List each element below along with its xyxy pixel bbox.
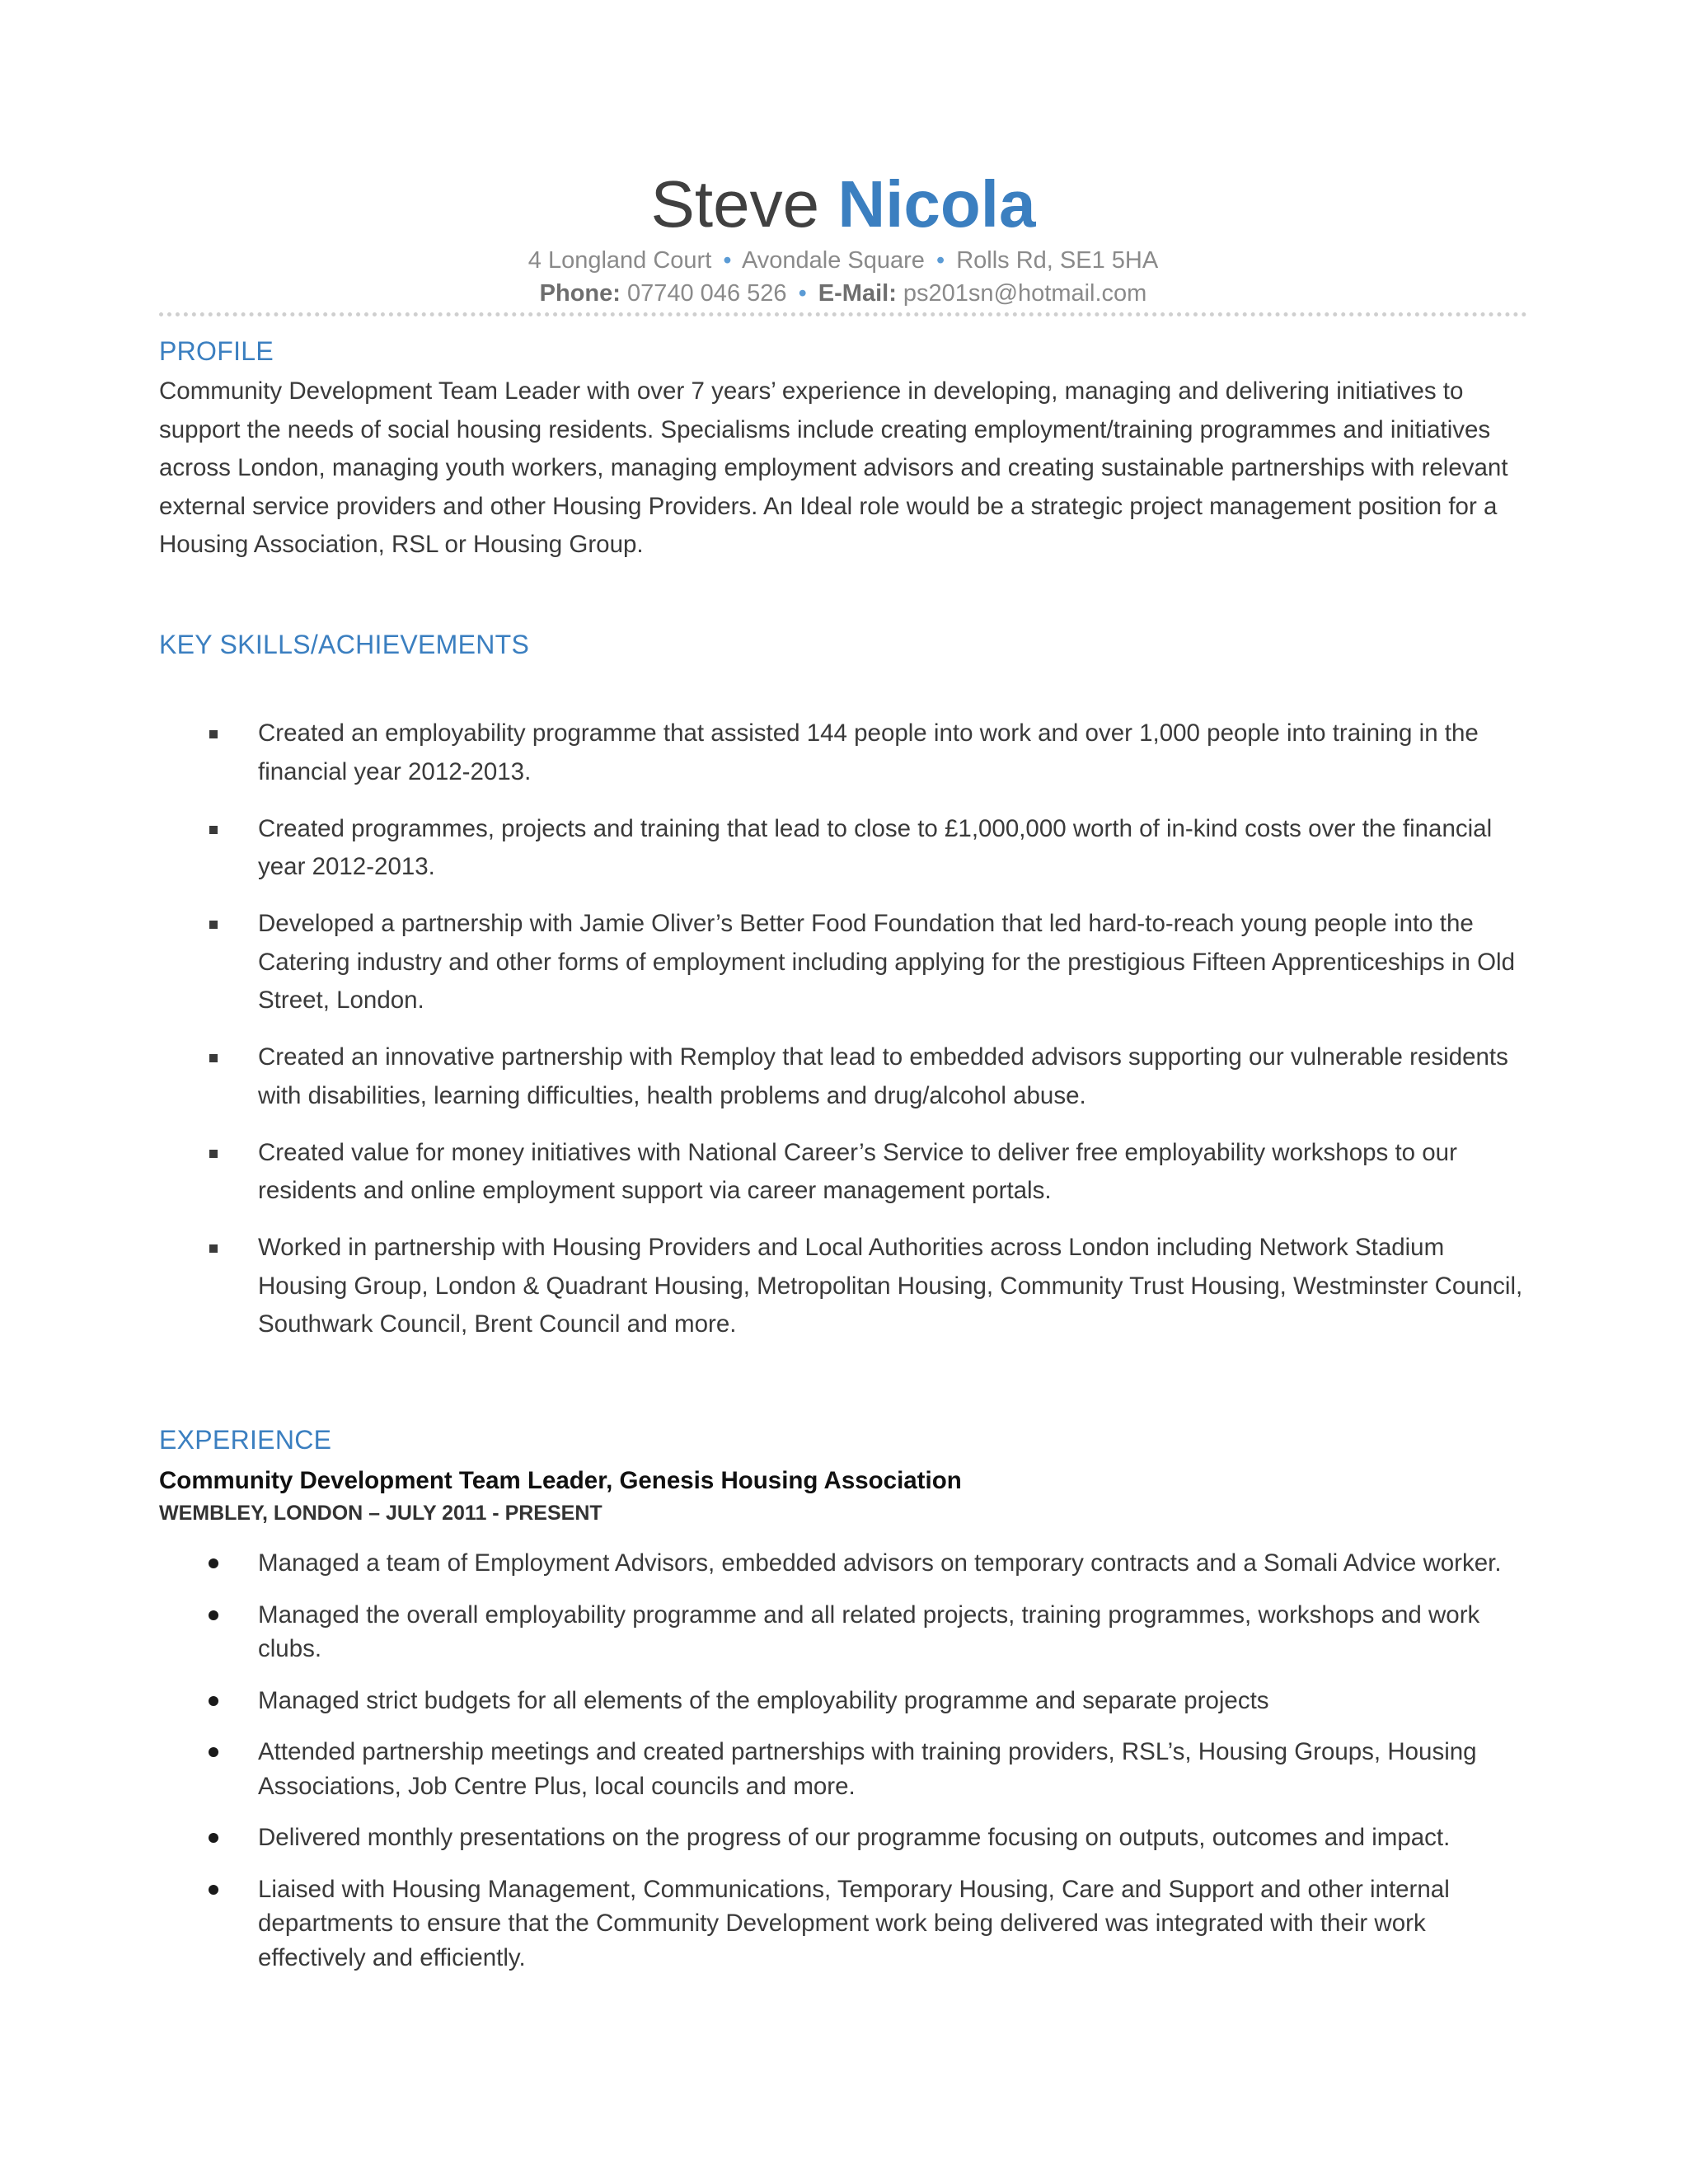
square-bullet-icon xyxy=(209,1244,218,1253)
separator-dot: • xyxy=(723,247,732,274)
list-item xyxy=(159,715,1527,791)
email-label: E-Mail: xyxy=(818,280,897,307)
address-square: Avondale Square xyxy=(741,247,925,274)
list-item xyxy=(159,1821,1527,1855)
duties-list xyxy=(159,1546,1527,1992)
address-street: 4 Longland Court xyxy=(528,247,712,274)
header-divider xyxy=(159,312,1527,316)
list-item xyxy=(159,905,1527,1020)
address-road-postcode: Rolls Rd, SE1 5HA xyxy=(956,247,1159,274)
skill-text: Created an employability programme that assisted 144 people into work and over 1,000 people into training in the financial year 2012-2013. xyxy=(258,719,1479,785)
duty-text: Managed strict budgets for all elements of the employability programme and separate projects xyxy=(258,1686,1269,1714)
job-location-dates: WEMBLEY, LONDON – JULY 2011 - PRESENT xyxy=(159,1502,603,1525)
list-item xyxy=(159,1546,1527,1581)
skills-list xyxy=(159,715,1527,1362)
round-bullet-icon xyxy=(209,1833,218,1843)
list-item xyxy=(159,1229,1527,1344)
duty-text: Attended partnership meetings and created partnerships with training providers, RSL’s, Housing Groups, Housing Associations, Job Centre Plus, local councils and more. xyxy=(258,1738,1477,1800)
experience-heading: EXPERIENCE xyxy=(159,1425,332,1455)
resume-header xyxy=(159,165,1527,310)
round-bullet-icon xyxy=(209,1558,218,1568)
skill-text: Created programmes, projects and training that lead to close to £1,000,000 worth of in-kind costs over the financial year 2012-2013. xyxy=(258,814,1493,880)
address-line xyxy=(159,244,1527,277)
square-bullet-icon xyxy=(209,1150,218,1158)
job-title: Community Development Team Leader, Genesis Housing Association xyxy=(159,1467,962,1494)
square-bullet-icon xyxy=(209,921,218,929)
separator-dot: • xyxy=(798,280,807,307)
list-item xyxy=(159,1684,1527,1718)
round-bullet-icon xyxy=(209,1696,218,1706)
skill-text: Created an innovative partnership with Remploy that lead to embedded advisors supporting our vulnerable residents with disabilities, learning difficulties, health problems and drug/alcohol abuse. xyxy=(258,1043,1508,1109)
round-bullet-icon xyxy=(209,1747,218,1757)
duty-text: Delivered monthly presentations on the progress of our programme focusing on outputs, outcomes and impact. xyxy=(258,1824,1451,1851)
profile-text: Community Development Team Leader with over 7 years’ experience in developing, managing and delivering initiatives to support the needs of social housing residents. Specialisms include creating employment/training programmes and initiatives across London, managing youth workers, managing employment advisors and creating sustainable partnerships with relevant external service providers and other Housing Providers. An Ideal role would be a strategic project management position for a Housing Association, RSL or Housing Group. xyxy=(159,377,1508,558)
list-item xyxy=(159,1598,1527,1666)
list-item xyxy=(159,1735,1527,1803)
skill-text: Created value for money initiatives with National Career’s Service to deliver free employability workshops to our residents and online employment support via career management portals. xyxy=(258,1138,1457,1204)
square-bullet-icon xyxy=(209,826,218,834)
skill-text: Developed a partnership with Jamie Oliver’s Better Food Foundation that led hard-to-reach young people into the Catering industry and other forms of employment including applying for the prestigious Fifteen Apprenticeships in Old Street, London. xyxy=(258,910,1515,1014)
skills-heading: KEY SKILLS/ACHIEVEMENTS xyxy=(159,630,530,659)
list-item xyxy=(159,1038,1527,1115)
email-address: ps201sn@hotmail.com xyxy=(903,280,1147,307)
duty-text: Managed a team of Employment Advisors, embedded advisors on temporary contracts and a Somali Advice worker. xyxy=(258,1549,1502,1577)
round-bullet-icon xyxy=(209,1610,218,1620)
list-item xyxy=(159,1134,1527,1211)
skill-text: Worked in partnership with Housing Providers and Local Authorities across London including Network Stadium Housing Group, London & Quadrant Housing, Metropolitan Housing, Community Trust Housing, Westminster Council, Southwark Council, Brent Council and more. xyxy=(258,1234,1523,1338)
contact-details-line xyxy=(159,277,1527,310)
list-item xyxy=(159,810,1527,887)
square-bullet-icon xyxy=(209,730,218,738)
last-name: Nicola xyxy=(837,167,1036,241)
duty-text: Liaised with Housing Management, Communications, Temporary Housing, Care and Support and other internal departments to ensure that the Community Development work being delivered was integrated with their work effectively and efficiently. xyxy=(258,1875,1450,1971)
separator-dot: • xyxy=(936,247,945,274)
list-item xyxy=(159,1872,1527,1975)
square-bullet-icon xyxy=(209,1054,218,1062)
duty-text: Managed the overall employability programme and all related projects, training programmes, workshops and work clubs. xyxy=(258,1601,1480,1662)
first-name: Steve xyxy=(650,167,820,241)
candidate-name xyxy=(159,165,1527,244)
profile-heading: PROFILE xyxy=(159,336,274,366)
round-bullet-icon xyxy=(209,1885,218,1895)
phone-number: 07740 046 526 xyxy=(626,280,787,307)
phone-label: Phone: xyxy=(539,280,621,307)
